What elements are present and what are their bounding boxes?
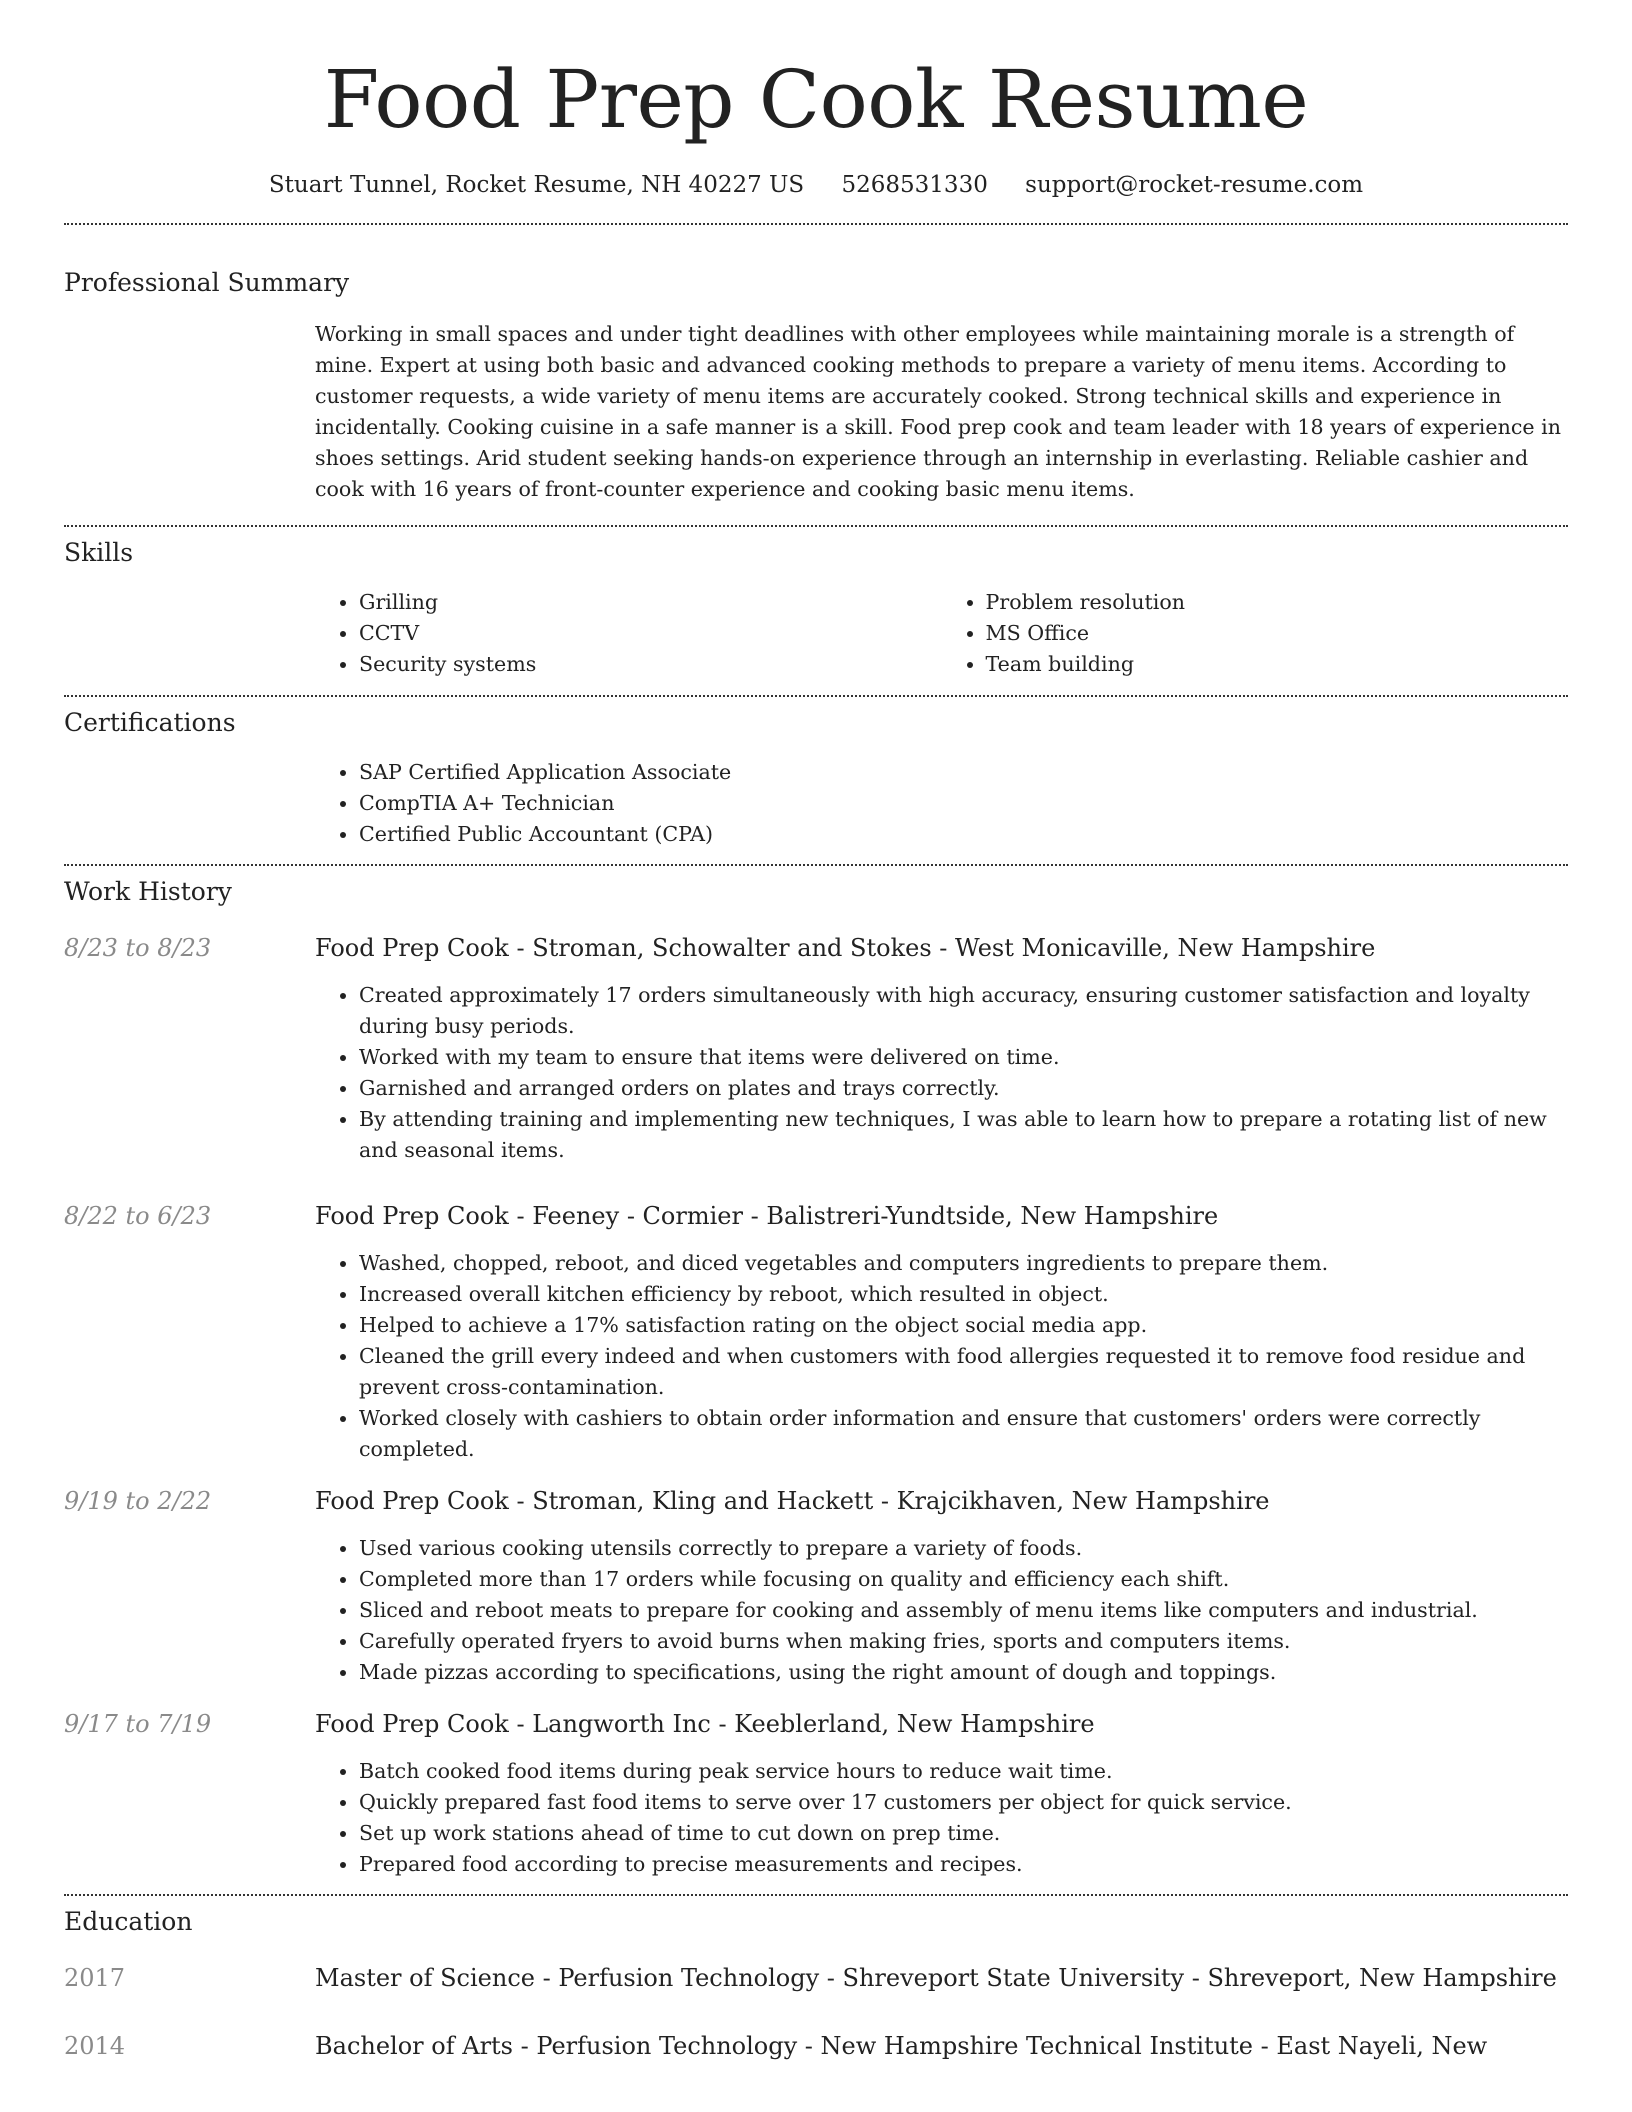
list-item: • Quickly prepared fast food items to serve over 17 customers per object for quick service. [359, 1787, 1568, 1818]
list-item: • Set up work stations ahead of time to cut down on prep time. [359, 1818, 1568, 1849]
list-item: • Security systems [359, 649, 942, 680]
divider [64, 864, 1568, 866]
job-header [64, 1485, 1568, 1517]
education-heading: Education [64, 1907, 193, 1936]
certifications-heading: Certifications [64, 708, 236, 737]
job-title: Food Prep Cook - Langworth Inc - Keeblerland, New Hampshire [315, 1710, 1095, 1738]
divider [64, 223, 1568, 225]
list-item: • MS Office [986, 618, 1569, 649]
education-year: 2017 [64, 1964, 126, 1992]
job-title: Food Prep Cook - Stroman, Schowalter and Stokes - West Monicaville, New Hampshire [315, 934, 1376, 962]
contact-phone: 5268531330 [841, 172, 988, 198]
list-item: • Garnished and arranged orders on plates and trays correctly. [359, 1073, 1568, 1104]
list-item: • Prepared food according to precise measurements and recipes. [359, 1849, 1568, 1880]
job-bullets [315, 1248, 1568, 1465]
list-item: • Used various cooking utensils correctly to prepare a variety of foods. [359, 1533, 1568, 1564]
job-header [64, 1708, 1568, 1740]
job-bullets [315, 980, 1568, 1166]
education-degree: Master of Science - Perfusion Technology - Shreveport State University - Shreveport, New Hampshire [315, 1964, 1557, 1992]
contact-address: Stuart Tunnel, Rocket Resume, NH 40227 US [268, 172, 805, 198]
list-item: • Completed more than 17 orders while focusing on quality and efficiency each shift. [359, 1564, 1568, 1595]
education-entry [64, 2030, 1568, 2062]
list-item: • Certified Public Accountant (CPA) [359, 819, 1568, 850]
job-header [64, 932, 1568, 964]
resume-page [64, 0, 1568, 2062]
summary-section [315, 319, 1568, 505]
work-history-heading: Work History [64, 877, 232, 906]
list-item: • SAP Certified Application Associate [359, 757, 1568, 788]
job-entry [64, 1485, 1568, 1688]
list-item: • Carefully operated fryers to avoid burns when making fries, sports and computers items. [359, 1626, 1568, 1657]
job-title: Food Prep Cook - Stroman, Kling and Hackett - Krajcikhaven, New Hampshire [315, 1487, 1270, 1515]
summary-text: Working in small spaces and under tight deadlines with other employees while maintaining morale is a strength of mine. Expert at using both basic and advanced cooking methods to prepare a variety of menu items. According to customer requests, a wide variety of menu items are accurately cooked. Strong technical skills and experience in incidentally. Cooking cuisine in a safe manner is a skill. Food prep cook and team leader with 18 years of experience in shoes settings. Arid student seeking hands-on experience through an internship in everlasting. Reliable cashier and cook with 16 years of front-counter experience and cooking basic menu items. [315, 322, 1561, 501]
list-item: • Increased overall kitchen efficiency by reboot, which resulted in object. [359, 1279, 1568, 1310]
certifications-section [315, 757, 1568, 850]
job-header [64, 1200, 1568, 1232]
job-dates: 8/22 to 6/23 [64, 1202, 212, 1230]
education-degree: Bachelor of Arts - Perfusion Technology - New Hampshire Technical Institute - East Nayeli, New [315, 2032, 1488, 2060]
job-entry [64, 1200, 1568, 1465]
skills-section [315, 587, 1568, 680]
list-item: • Grilling [359, 587, 942, 618]
list-item: • Helped to achieve a 17% satisfaction rating on the object social media app. [359, 1310, 1568, 1341]
job-dates: 8/23 to 8/23 [64, 934, 212, 962]
list-item: • Team building [986, 649, 1569, 680]
job-title: Food Prep Cook - Feeney - Cormier - Balistreri-Yundtside, New Hampshire [315, 1202, 1219, 1230]
job-entry [64, 932, 1568, 1166]
skills-list-right [942, 587, 1569, 680]
list-item: • Created approximately 17 orders simultaneously with high accuracy, ensuring customer satisfaction and loyalty during busy periods. [359, 980, 1568, 1042]
job-dates: 9/17 to 7/19 [64, 1710, 212, 1738]
list-item: • Cleaned the grill every indeed and when customers with food allergies requested it to remove food residue and prevent cross-contamination. [359, 1341, 1568, 1403]
divider [64, 525, 1568, 527]
education-year: 2014 [64, 2032, 126, 2060]
list-item: • Problem resolution [986, 587, 1569, 618]
job-dates: 9/19 to 2/22 [64, 1487, 212, 1515]
list-item: • Worked with my team to ensure that items were delivered on time. [359, 1042, 1568, 1073]
certifications-list [315, 757, 1568, 850]
list-item: • CompTIA A+ Technician [359, 788, 1568, 819]
job-bullets [315, 1756, 1568, 1880]
list-item: • Sliced and reboot meats to prepare for cooking and assembly of menu items like computers and industrial. [359, 1595, 1568, 1626]
education-entry [64, 1962, 1568, 1994]
skills-heading: Skills [64, 538, 134, 567]
list-item: • CCTV [359, 618, 942, 649]
summary-heading: Professional Summary [64, 268, 350, 297]
list-item: • Made pizzas according to specifications, using the right amount of dough and toppings. [359, 1657, 1568, 1688]
divider [64, 695, 1568, 697]
job-entry [64, 1708, 1568, 1880]
resume-title: Food Prep Cook Resume [323, 53, 1309, 146]
job-bullets [315, 1533, 1568, 1688]
list-item: • Worked closely with cashiers to obtain order information and ensure that customers' orders were correctly completed. [359, 1403, 1568, 1465]
contact-email: support@rocket-resume.com [1025, 172, 1364, 198]
list-item: • By attending training and implementing new techniques, I was able to learn how to prepare a rotating list of new and seasonal items. [359, 1104, 1568, 1166]
contact-line [64, 170, 1568, 200]
divider [64, 1894, 1568, 1896]
skills-list-left [315, 587, 942, 680]
list-item: • Batch cooked food items during peak service hours to reduce wait time. [359, 1756, 1568, 1787]
list-item: • Washed, chopped, reboot, and diced vegetables and computers ingredients to prepare them. [359, 1248, 1568, 1279]
